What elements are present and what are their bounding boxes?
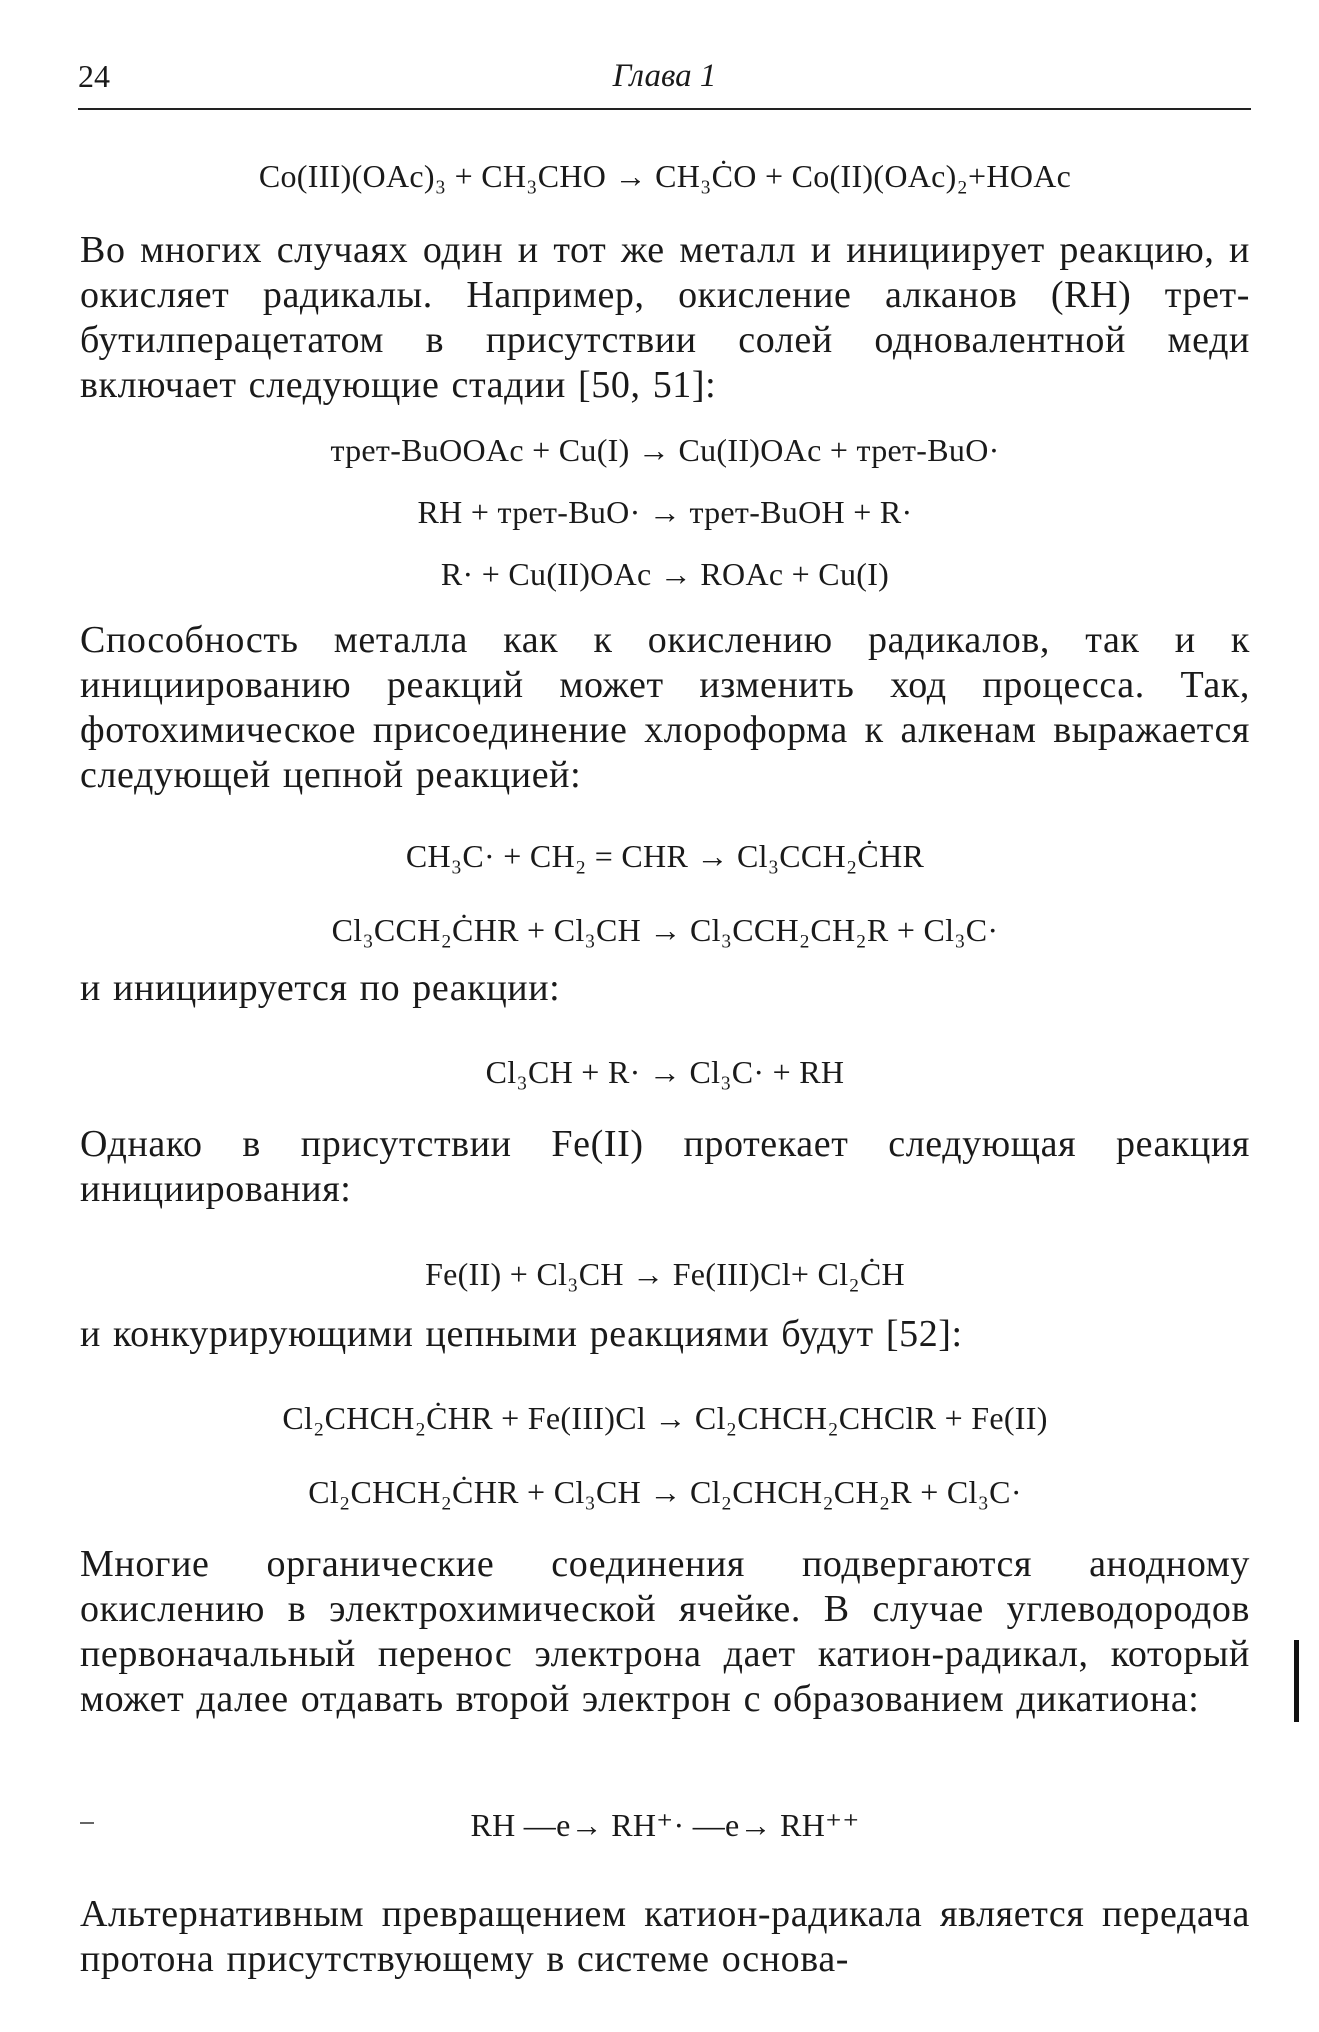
- equation-initiation: Cl₃CH + R· → Cl₃C· + RH: [485, 1054, 845, 1090]
- equation-anodic-oxidation: RH —e→ RH⁺· —e→ RH⁺⁺: [470, 1807, 860, 1843]
- header-rule: [78, 108, 1251, 110]
- equation-radical-oxidation: R· + Cu(II)OAc → ROAc + Cu(I): [440, 556, 890, 592]
- paragraph-proton-transfer: Альтернативным превращением катион-радикала является передача протона присутствующему в системе основа-: [80, 1893, 1250, 1980]
- margin-mark: [1294, 1640, 1299, 1722]
- paragraph-initiation-intro: и инициируется по реакции:: [80, 967, 561, 1009]
- equation-cobalt-acetaldehyde: Co(III)(OAc)₃ + CH₃CHO → CH₃ĊO + Co(II)(OAc)₂+HOAc: [258, 158, 1072, 194]
- equation-chain-step-2: Cl₃CCH₂ĊHR + Cl₃CH → Cl₃CCH₂CH₂R + Cl₃C·: [331, 912, 999, 948]
- paragraph-anodic-oxidation: Многие органические соединения подвергаются анодному окислению в электрохимической ячейке. В случае углеводородов первоначальный перенос электрона дает катион-радикал, который может далее отдавать второй электрон с образованием дикатиона:: [80, 1543, 1250, 1720]
- page-number: 24: [78, 58, 110, 94]
- equation-iron-chain-1: Cl₂CHCH₂ĊHR + Fe(III)Cl → Cl₂CHCH₂CHClR + Fe(II): [282, 1400, 1048, 1436]
- page-header: [78, 58, 1251, 106]
- paragraph-metal-initiation: Во многих случаях один и тот же металл и инициирует реакцию, и окисляет радикалы. Например, окисление алканов (RH) трет-бутилперацетатом в присутствии солей одновалентной меди включает следующие стадии [50, 51]:: [80, 229, 1250, 406]
- equation-hydrogen-abstraction: RH + трет-BuO· → трет-BuOH + R·: [417, 494, 913, 530]
- stray-mark: [80, 1822, 94, 1824]
- equation-iron-chain-2: Cl₂CHCH₂ĊHR + Cl₃CH → Cl₂CHCH₂CH₂R + Cl₃C·: [308, 1474, 1022, 1510]
- equation-perester-copper: трет-BuOOAc + Cu(I) → Cu(II)OAc + трет-BuO·: [330, 432, 1000, 468]
- paragraph-iron-initiation: Однако в присутствии Fe(II) протекает следующая реакция инициирования:: [80, 1123, 1250, 1210]
- equation-chain-step-1: CH₃C· + CH₂ = CHR → Cl₃CCH₂ĊHR: [405, 838, 925, 874]
- paragraph-competing-chains: и конкурирующими цепными реакциями будут [52]:: [80, 1313, 963, 1355]
- running-title: Глава 1: [612, 58, 717, 94]
- paragraph-chloroform-addition: Способность металла как к окислению радикалов, так и к инициированию реакций может изменить ход процесса. Так, фотохимическое присоединение хлороформа к алкенам выражается следующей цепной реакцией:: [80, 619, 1250, 796]
- equation-iron-chloroform: Fe(II) + Cl₃CH → Fe(III)Cl+ Cl₂ĊH: [425, 1256, 905, 1292]
